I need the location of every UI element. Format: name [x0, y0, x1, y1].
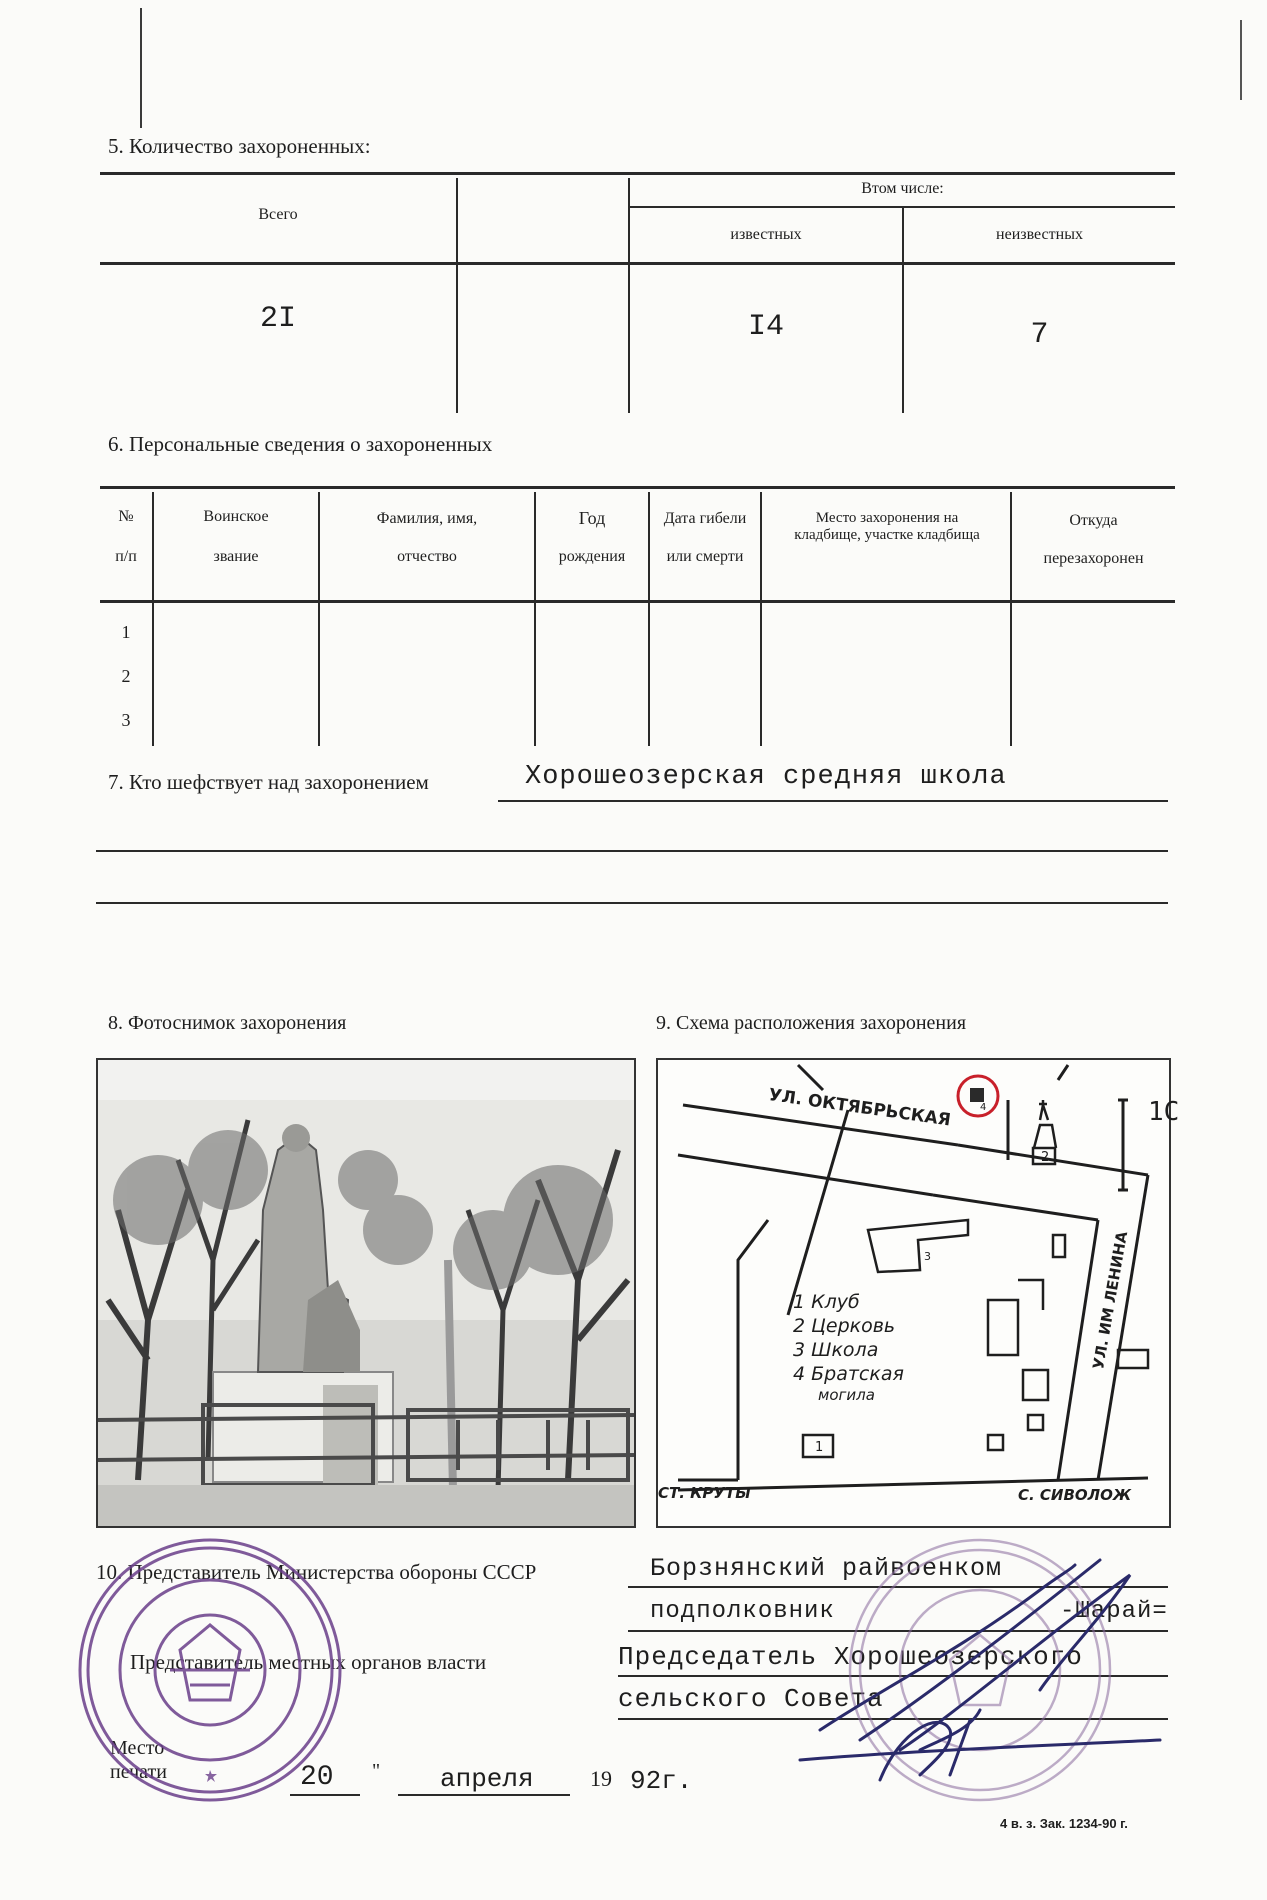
legend-4: 4 Братская [793, 1363, 904, 1385]
local-value-1: Председатель Хорошеозерского [618, 1642, 1083, 1672]
mark-2: 2 [1041, 1150, 1050, 1165]
date-day: 20 [300, 1762, 334, 1793]
hdr-num-2: п/п [115, 548, 137, 565]
fill-line [96, 902, 1168, 904]
hdr-name-1: Фамилия, имя, [376, 510, 478, 527]
date-year-suffix: 92г. [630, 1766, 693, 1796]
signature-local [860, 1690, 1000, 1800]
village-sivolozh: С. СИВОЛОЖ [1018, 1486, 1132, 1504]
seal-place-line1: Место [110, 1737, 165, 1759]
street-oktyabrskaya: УЛ. ОКТЯБРЬСКАЯ [767, 1085, 952, 1131]
row-number: 2 [121, 666, 131, 686]
hdr-birth-2: рождения [558, 548, 626, 565]
photo-frame [96, 1058, 636, 1528]
section10-mo-label: 10. Представитель Министерства обороны СССР [96, 1560, 537, 1584]
mark-3: 3 [924, 1250, 931, 1263]
hdr-rank-1: Воинское [203, 508, 269, 525]
mo-value-2: подполковник [650, 1598, 835, 1625]
section6-title: 6. Персональные сведения о захороненных [108, 432, 493, 456]
hdr-birth-1: Год [578, 508, 606, 528]
official-round-stamp [70, 1530, 350, 1810]
location-scheme [656, 1058, 1180, 1528]
page-edge [1240, 20, 1242, 100]
print-mark: 4 в. з. Зак. 1234-90 г. [1000, 1816, 1128, 1831]
hdr-death-1: Дата гибели [663, 510, 747, 527]
fill-line [398, 1794, 570, 1796]
street-lenina: УЛ. ИМ ЛЕНИНА [1089, 1230, 1132, 1371]
page-edge [140, 8, 142, 128]
section8-title: 8. Фотоснимок захоронения [108, 1012, 347, 1034]
legend-2: 2 Церковь [793, 1315, 896, 1337]
mark-1: 1 [815, 1440, 824, 1455]
hdr-name-2: отчество [397, 548, 457, 565]
row-number: 3 [121, 710, 131, 730]
memorial-photo [98, 1060, 634, 1526]
mo-value-3: -Шарай= [1060, 1598, 1168, 1625]
seal-place-line2: печати [110, 1761, 167, 1783]
value-known: I4 [747, 310, 784, 344]
section7-label: 7. Кто шефствует над захоронением [108, 770, 429, 794]
date-quote: " [372, 1760, 381, 1782]
section5-title: 5. Количество захороненных: [108, 134, 371, 158]
hdr-place: Место захоронения на кладбище, участке кладбища [794, 510, 980, 544]
legend-1: 1 Клуб [793, 1291, 860, 1313]
hdr-death-2: или смерти [666, 548, 744, 565]
patron-value: Хорошеозерская средняя школа [525, 762, 1007, 792]
value-total: 2I [259, 302, 296, 336]
col-known-header: известных [730, 226, 802, 243]
date-month: апреля [440, 1764, 534, 1794]
fill-line [96, 850, 1168, 852]
personal-table [100, 486, 1175, 750]
date-year-prefix: 19 [590, 1766, 612, 1791]
section10-local-label: Представитель местных органов власти [130, 1650, 487, 1674]
fill-line [498, 800, 1168, 802]
hdr-from-2: перезахоронен [1043, 550, 1144, 567]
station-kruty: СТ. КРУТЫ [658, 1484, 751, 1502]
mark-4: 4 [980, 1102, 987, 1113]
hdr-num-1: № [118, 508, 134, 525]
col-unknown-header: неизвестных [996, 226, 1083, 243]
hdr-from-1: Откуда [1069, 512, 1118, 529]
value-unknown: 7 [1030, 318, 1049, 352]
legend-4b: могила [818, 1386, 875, 1404]
mark-1c: 1С [1148, 1097, 1180, 1127]
legend-3: 3 Школа [793, 1339, 879, 1361]
scheme-map [658, 1060, 1180, 1526]
hdr-rank-2: звание [213, 548, 259, 565]
count-table [100, 172, 1175, 417]
col-total-header: Всего [258, 206, 298, 223]
local-value-2: сельского Совета [618, 1684, 884, 1714]
mo-value-1: Борзнянский райвоенком [650, 1554, 1003, 1583]
col-including-header: Втом числе: [861, 180, 944, 197]
row-number: 1 [121, 622, 131, 642]
section9-title: 9. Схема расположения захоронения [656, 1012, 967, 1034]
